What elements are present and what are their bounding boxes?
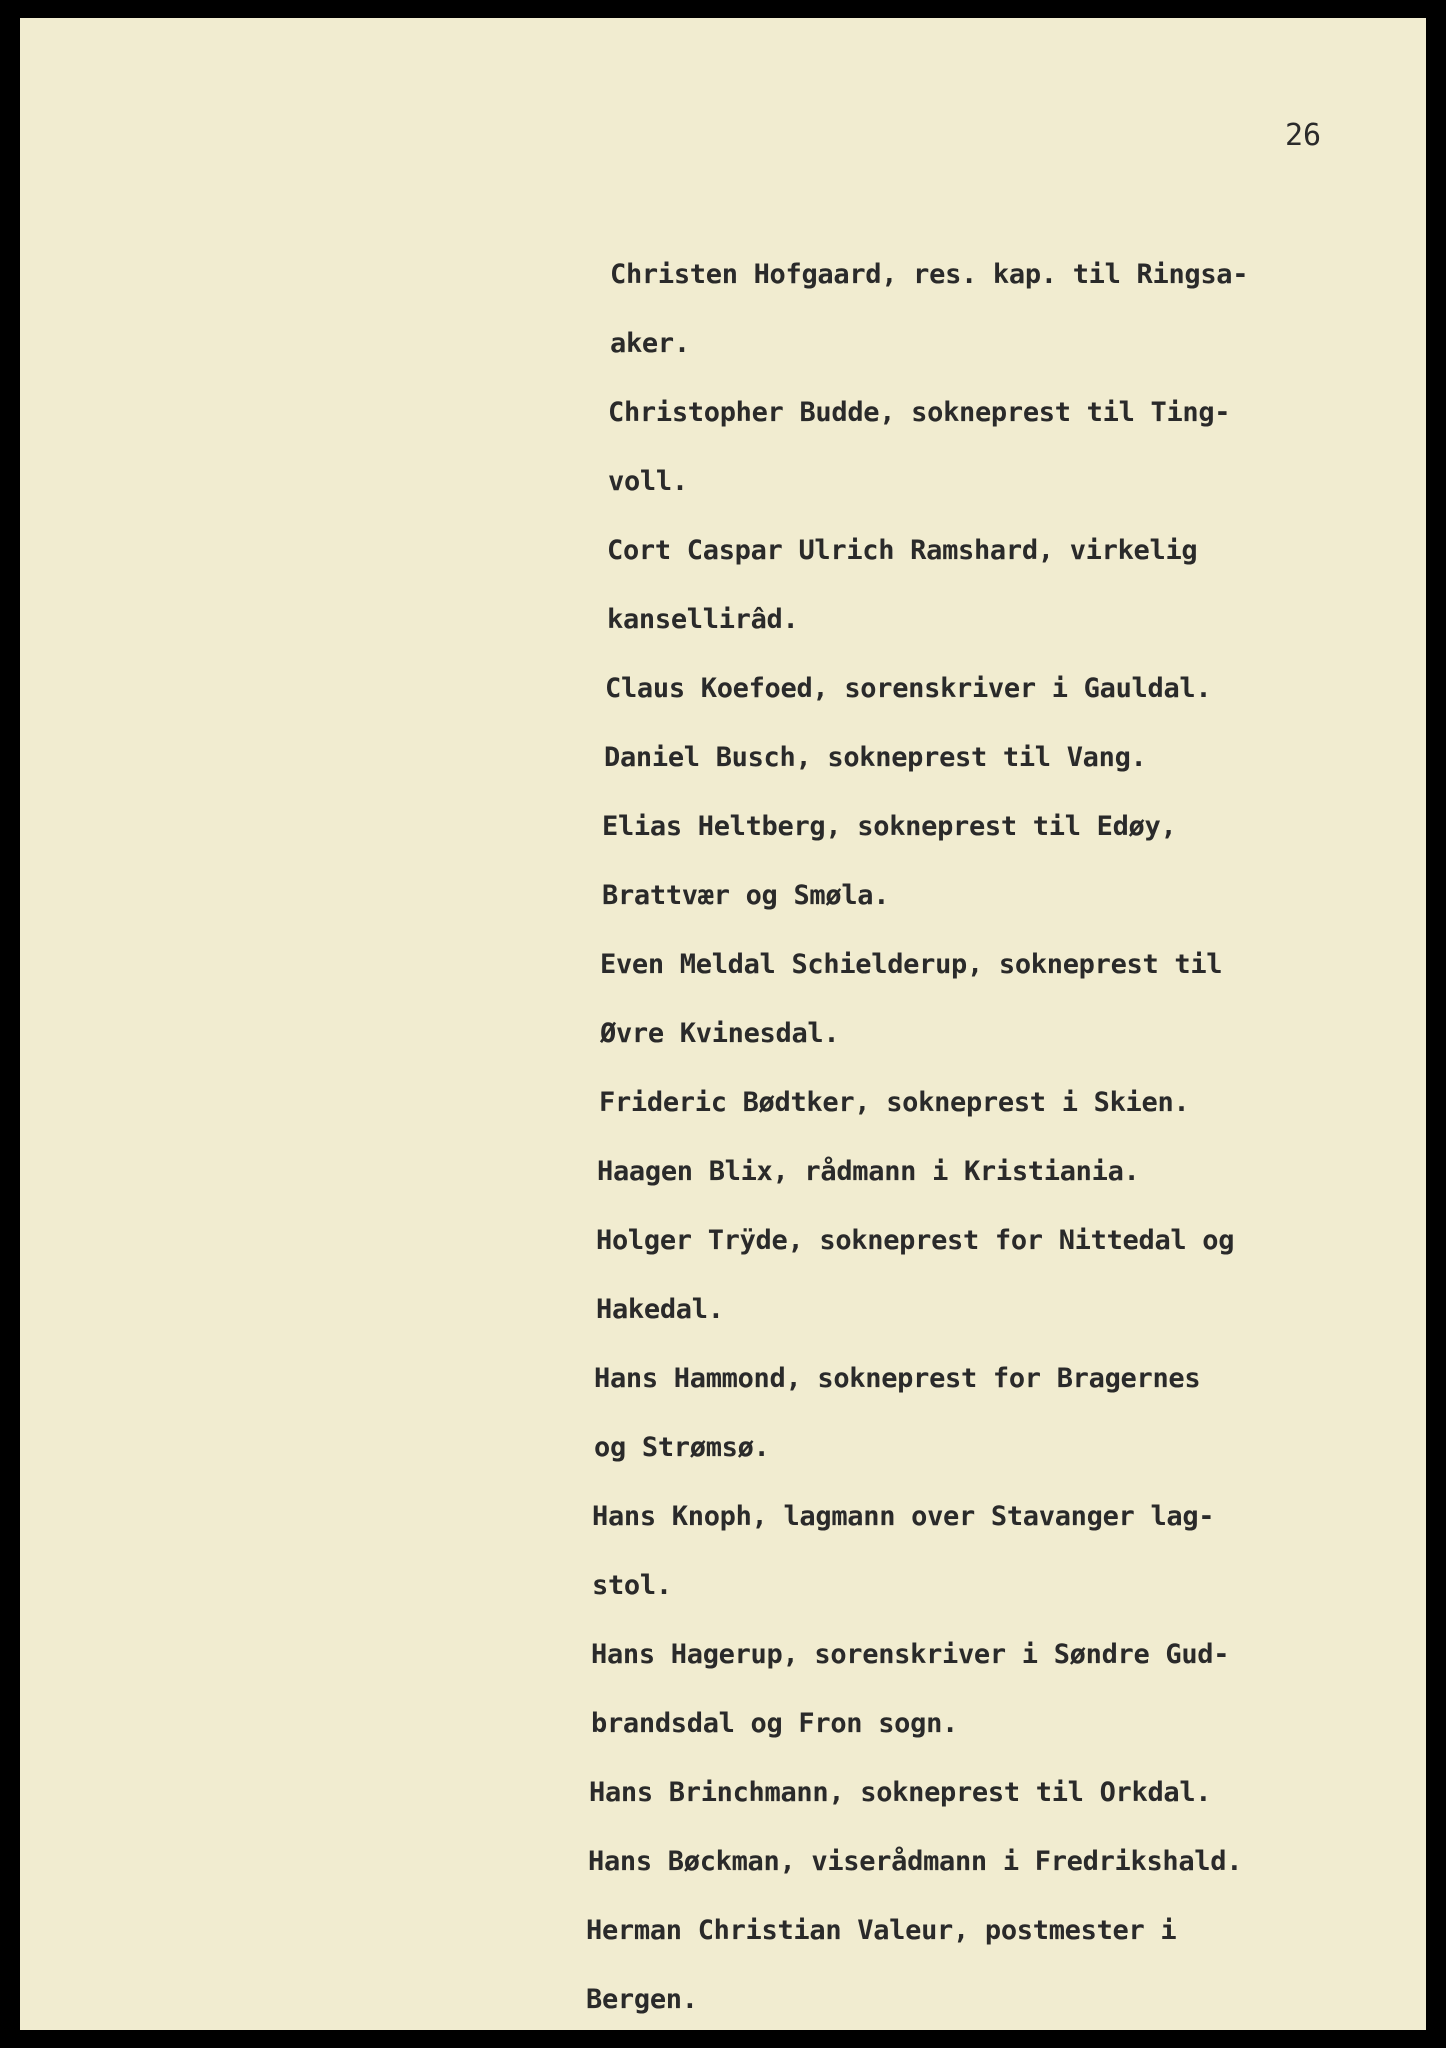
entry-continuation: Øvre Kvinesdal. <box>600 1018 840 1049</box>
entry-list <box>586 240 1370 2034</box>
entry <box>607 516 1370 654</box>
entry-continuation: og Strømsø. <box>594 1432 770 1463</box>
entry-continuation: Brattvær og Smøla. <box>602 880 890 911</box>
entry <box>602 792 1370 930</box>
entry <box>588 1827 1370 1896</box>
entry-line: Christopher Budde, sokneprest til Ting- <box>608 397 1231 428</box>
entry-line: Christen Hofgaard, res. kap. til Ringsa- <box>610 259 1249 290</box>
entry <box>599 1068 1370 1137</box>
entry <box>591 1620 1370 1758</box>
entry-continuation: stol. <box>592 1570 672 1601</box>
page-number: 26 <box>1285 118 1322 153</box>
entry-line: Hans Brinchmann, sokneprest til Orkdal. <box>589 1777 1212 1808</box>
entry-line: Haagen Blix, rådmann i Kristiania. <box>597 1156 1140 1187</box>
entry-continuation: aker. <box>610 328 690 359</box>
entry-continuation: voll. <box>608 466 688 497</box>
entry-continuation: Hakedal. <box>596 1294 724 1325</box>
entry-line: Holger Trÿde, sokneprest for Nittedal og <box>596 1225 1235 1256</box>
entry-line: Daniel Busch, sokneprest til Vang. <box>604 742 1147 773</box>
entry-line: Hans Hagerup, sorenskriver i Søndre Gud- <box>591 1639 1230 1670</box>
entry-line: Claus Koefoed, sorenskriver i Gauldal. <box>605 673 1212 704</box>
entry-line: Hans Bøckman, viserådmann i Fredrikshald. <box>588 1846 1243 1877</box>
entry <box>610 240 1370 378</box>
entry-continuation: kansellirâd. <box>607 604 799 635</box>
entry-continuation: brandsdal og Fron sogn. <box>591 1708 958 1739</box>
entry <box>596 1206 1370 1344</box>
entry <box>600 930 1370 1068</box>
entry <box>589 1758 1370 1827</box>
entry <box>586 1896 1370 2034</box>
entry <box>604 723 1370 792</box>
entry <box>597 1137 1370 1206</box>
entry-line: Elias Heltberg, sokneprest til Edøy, <box>602 811 1177 842</box>
entry-line: Cort Caspar Ulrich Ramshard, virkelig <box>607 535 1198 566</box>
entry-line: Even Meldal Schielderup, sokneprest til <box>600 949 1223 980</box>
entry-line: Hans Hammond, sokneprest for Bragernes <box>594 1363 1201 1394</box>
entry-line: Hans Knoph, lagmann over Stavanger lag- <box>592 1501 1215 1532</box>
entry <box>605 654 1370 723</box>
entry <box>592 1482 1370 1620</box>
entry-continuation: Bergen. <box>586 1984 698 2015</box>
entry-line: Frideric Bødtker, sokneprest i Skien. <box>599 1087 1190 1118</box>
entry-line: Herman Christian Valeur, postmester i <box>586 1915 1177 1946</box>
entry <box>608 378 1370 516</box>
document-page <box>20 18 1426 2030</box>
entry <box>594 1344 1370 1482</box>
